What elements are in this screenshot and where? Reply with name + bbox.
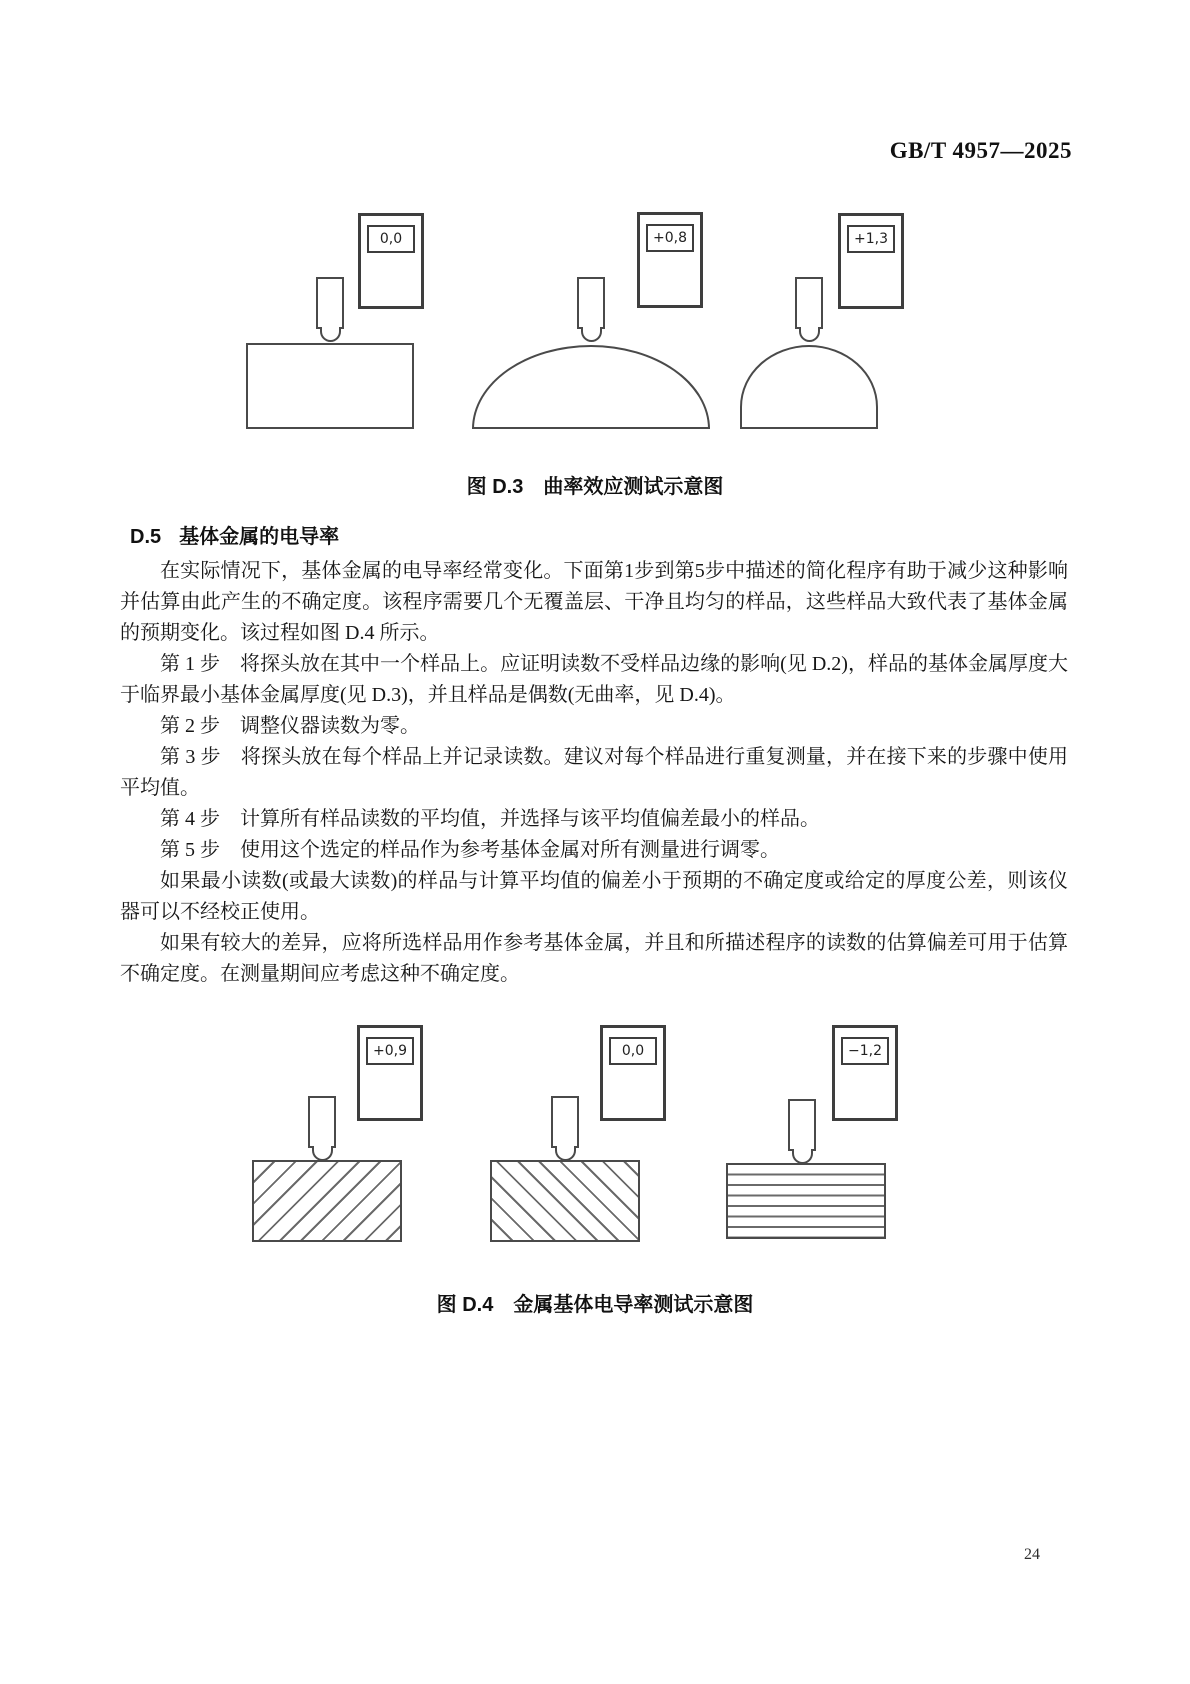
meter-reading: +0,9 [366, 1037, 414, 1065]
diagram-base-metal-2 [490, 1020, 670, 1255]
meter-reading: +0,8 [646, 224, 694, 252]
meter-reading: −1,2 [841, 1037, 889, 1065]
thickness-meter [358, 213, 424, 309]
figure-d4-caption: 图 D.4 金属基体电导率测试示意图 [436, 1294, 754, 1316]
standard-number-header: GB/T 4957—2025 [889, 138, 1072, 163]
section-heading [130, 520, 339, 549]
probe-body [577, 277, 605, 329]
probe-tip [792, 1149, 813, 1164]
paragraph-step-4: 第 4 步 计算所有样品读数的平均值，并选择与该平均值偏差最小的样品。 [160, 808, 820, 830]
figure-d3-drawing [0, 200, 1190, 440]
specimen-hatched-forward [252, 1160, 402, 1242]
thickness-meter [832, 1025, 898, 1121]
paragraph: 在实际情况下，基体金属的电导率经常变化。下面第1步到第5步中描述的简化程序有助于减少这种影响并估算由此产生的不确定度。该程序需要几个无覆盖层、干净且均匀的样品，这些样品大致代表了基体金属的预期变化。该过程如图 D.4 所示。 [120, 560, 1068, 644]
meter-reading: 0,0 [367, 225, 415, 253]
figure-d4-drawing [0, 1020, 1190, 1265]
probe [788, 1099, 816, 1164]
probe-body [316, 277, 344, 329]
figure-d3-caption: 图 D.3 曲率效应测试示意图 [466, 476, 724, 498]
thickness-meter [357, 1025, 423, 1121]
specimen-hatched-backward [490, 1160, 640, 1242]
probe-tip [799, 327, 820, 342]
section-title: 基体金属的电导率 [179, 526, 340, 548]
probe-body [788, 1099, 816, 1151]
probe-tip [320, 327, 341, 342]
diagram-flat-specimen [246, 200, 446, 435]
probe [551, 1096, 579, 1161]
paragraph: 如果最小读数(或最大读数)的样品与计算平均值的偏差小于预期的不确定度或给定的厚度公差，则该仪器可以不经校正使用。 [120, 870, 1068, 923]
probe [795, 277, 823, 342]
probe-body [551, 1096, 579, 1148]
meter-reading: +1,3 [847, 225, 895, 253]
diagram-small-curvature [740, 200, 920, 435]
paragraph: 如果有较大的差异，应将所选样品用作参考基体金属，并且和所描述程序的读数的估算偏差可用于估算不确定度。在测量期间应考虑这种不确定度。 [120, 932, 1068, 985]
diagram-base-metal-1 [252, 1020, 432, 1255]
probe-tip [312, 1146, 333, 1161]
specimen-layered [726, 1163, 886, 1239]
probe [577, 277, 605, 342]
probe [308, 1096, 336, 1161]
thickness-meter [637, 212, 703, 308]
meter-reading: 0,0 [609, 1037, 657, 1065]
paragraph-step-5: 第 5 步 使用这个选定的样品作为参考基体金属对所有测量进行调零。 [160, 839, 780, 861]
specimen-large-dome [472, 345, 710, 429]
diagram-base-metal-3 [726, 1020, 906, 1255]
paragraph-step-3: 第 3 步 将探头放在每个样品上并记录读数。建议对每个样品进行重复测量，并在接下来的步骤中使用平均值。 [120, 746, 1068, 799]
probe-body [795, 277, 823, 329]
thickness-meter [600, 1025, 666, 1121]
page-number: 24 [1024, 1546, 1040, 1563]
probe [316, 277, 344, 342]
thickness-meter [838, 213, 904, 309]
paragraph-step-2: 第 2 步 调整仪器读数为零。 [160, 715, 420, 737]
section-body [120, 556, 1068, 990]
section-number: D.5 [130, 526, 162, 548]
probe-tip [581, 327, 602, 342]
specimen-flat-block [246, 343, 414, 429]
probe-tip [555, 1146, 576, 1161]
probe-body [308, 1096, 336, 1148]
specimen-small-dome [740, 345, 878, 429]
paragraph-step-1: 第 1 步 将探头放在其中一个样品上。应证明读数不受样品边缘的影响(见 D.2)，样品的基体金属厚度大于临界最小基体金属厚度(见 D.3)，并且样品是偶数(无曲率，见 D.4)。 [120, 653, 1068, 706]
diagram-large-curvature [472, 200, 722, 435]
